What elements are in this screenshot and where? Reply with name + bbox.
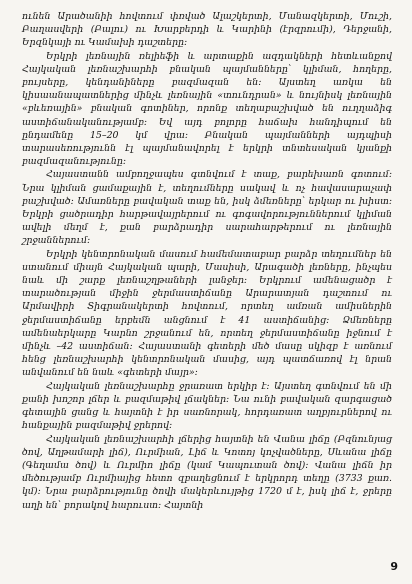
paragraph-2: Երկրի լեռնային ռելիեֆի և արտաքին ազդակների հետևանքով Հայկական լեռնաշխարհի բնական պայմանները՝ կլիման, հողերը, բույսերը, կենդանիները բազմազան են: Այստեղ առկա են կիսաանապատներից մինչև լեռնային «տունդրան» և նույնիսկ լեռնային «բևեռային» բնական գոտիներ, որոնք տեղաբաշխված են ուղղաձիգ աստիճանականությամբ: Եվ այդ բոլորը հաճախ հանդիպում են ընդամենը 15–20 կմ վրա: Բնական պայմանների այդպիսի տարասեռությունն էլ պայմանավորել է երկրի տնտեսական կյանքի բազմազանությունը: — [22, 50, 392, 168]
body-text — [22, 10, 392, 512]
paragraph-4: Երկրի կենտրոնական մասում համեմատաբար բարձր տեղումներ են ստանում միայն Հայկական պարի, Մասիսի, Արագածի լեռները, ինչպես նաև մի շարք լեռնաշղթաների լանջեր: Երկրում ամենացածր է տարածության միջին ջերմաստիճանը Արարատյան դաշտում ու Արմավիրի Տիգրանակերտի հովտում, որտեղ ամռան ամիսներին ջերմաստիճանը երբեմն անցնում է 41 աստիճանից: Ձմեռները ամենաերկարը Կարնո շրջանում են, որտեղ ջերմաստիճանը իջնում է մինչև –42 աստիճան: Հայաստանի գետերի մեծ մասը սկիզբ է առնում հենց լեռնաշխարհի կենտրոնական մասից, այդ պատճառով էլ նրան անվանում են նաև «գետերի մայր»: — [22, 248, 392, 379]
paragraph-5: Հայկական լեռնաշխարհը ջրառատ երկիր է: Այստեղ գտնվում են մի քանի խոշոր լճեր և բազմաթիվ լճակներ: Նա ունի բավական զարգացած գետային ցանց և հայտնի է իր սառնորակ, հորդառատ աղբյուրներով ու հանքային բազմաթիվ ջրերով: — [22, 380, 392, 432]
paragraph-6: Հայկական լեռնաշխարհի լճերից հայտնի են Վանա լիճը (Բզնունյաց ծով, Աղթամարի լիճ), Ուրմիան, Լիճ և Կոտոյ կոչվածները, Սևանա լիճը (Գեղամա ծով) և Ուրմիո լիճը (կամ Կապուտան ծով): Վանա լիճն իր մեծությամբ Ուրմիայից հետո զբաղեցնում է երկրորդ տեղը (3733 քառ. կմ): Նրա բարձրությունը ծովի մակերևույթից 1720 մ է, իսկ լիճ է, ջրերը աղի են՝ բորակով հարուստ: Հայտնի — [22, 433, 392, 511]
paragraph-1: ունեն Արածանիի հովտում փռված Ալաշկերտի, Մանազկերտի, Մուշի, Բաղասվերի (Բալու) ու Խարբերդի և Կարինի (էրզրումի), Դերջանի, Երզնկայի ու Կամախի դաշտերը: — [22, 11, 392, 49]
page-number: 9 — [390, 560, 398, 573]
paragraph-3: Հայաստանն ամբողջապես գտնվում է տաք, բարեխառն գոտում: Նրա կլիման ցամաքային է, տեղումները սակավ և ոչ հավասարաչափ բաշխված: Ամառները բավական տաք են, իսկ ձմեռները՝ երկար ու խիստ: Երկրի ցածրադիր հարթավայրերում ու գոգավորություններում կլիման ավելի մեղմ է, քան բարձրադիր սարահարթերում ու լեռնային շրջաններում: — [22, 169, 392, 247]
document-page — [22, 10, 392, 565]
